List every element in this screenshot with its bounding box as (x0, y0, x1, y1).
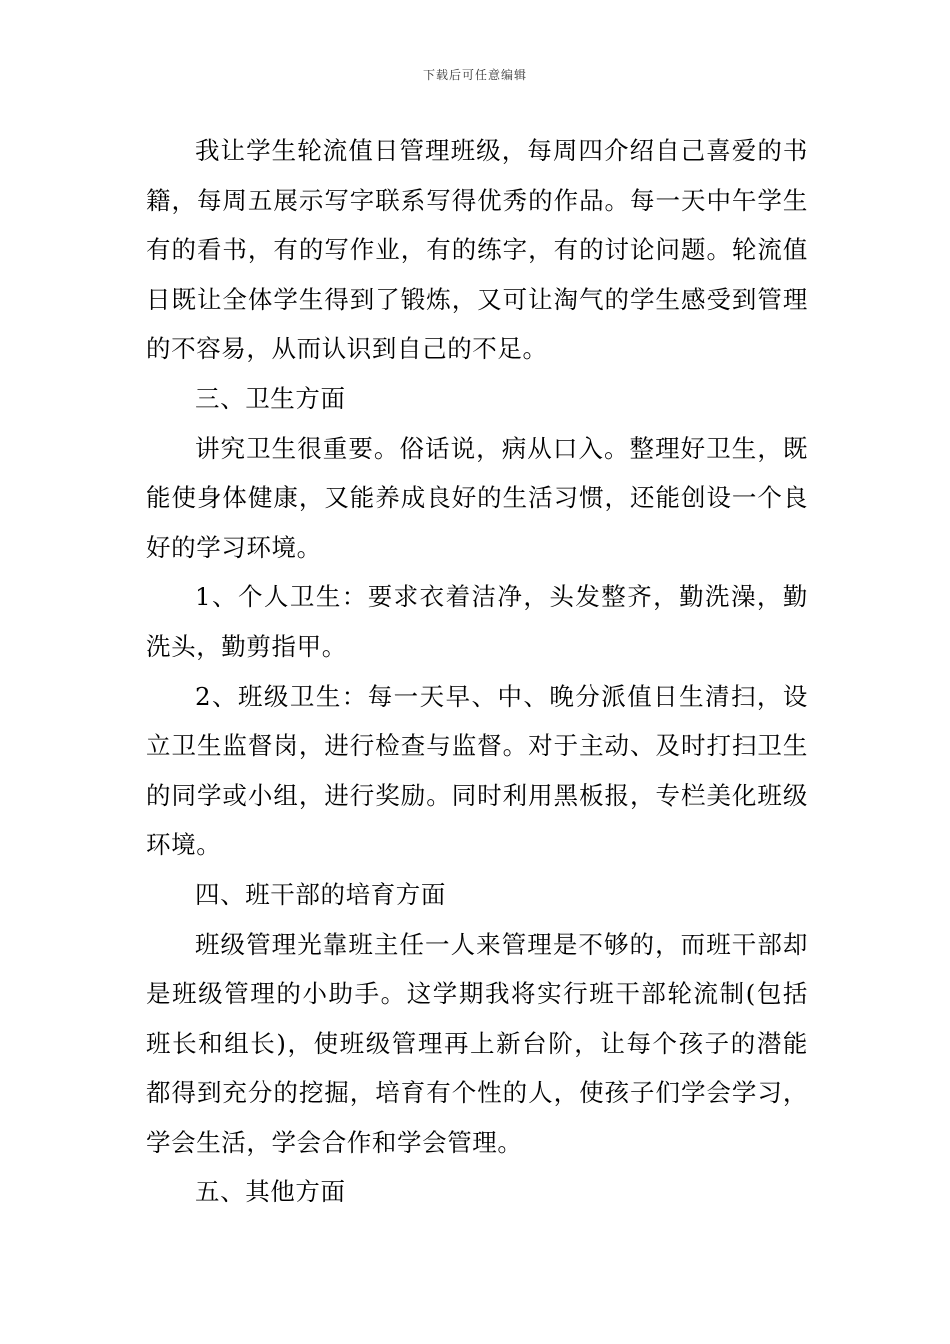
section-heading-hygiene: 三、卫生方面 (195, 383, 346, 413)
paragraph-personal-hygiene: 1、个人卫生：要求衣着洁净，头发整齐，勤洗澡，勤洗头，勤剪指甲。 (146, 582, 808, 661)
section-heading-other: 五、其他方面 (195, 1177, 346, 1207)
paragraph-duty-rotation: 我让学生轮流值日管理班级，每周四介绍自己喜爱的书籍，每周五展示写字联系写得优秀的作品。每一天中午学生有的看书，有的写作业，有的练字，有的讨论问题。轮流值日既让全体学生得到了锻炼，又可让淘气的学生感受到管理的不容易，从而认识到自己的不足。 (146, 136, 808, 364)
paragraph-hygiene-importance: 讲究卫生很重要。俗话说，病从口入。整理好卫生，既能使身体健康，又能养成良好的生活习惯，还能创设一个良好的学习环境。 (146, 433, 808, 562)
paragraph-class-cadres: 班级管理光靠班主任一人来管理是不够的，而班干部却是班级管理的小助手。这学期我将实行班干部轮流制(包括班长和组长)，使班级管理再上新台阶，让每个孩子的潜能都得到充分的挖掘，培育有个性的人，使孩子们学会学习，学会生活，学会合作和学会管理。 (146, 929, 808, 1157)
body-text (146, 126, 808, 1217)
paragraph-class-hygiene: 2、班级卫生：每一天早、中、晚分派值日生清扫，设立卫生监督岗，进行检查与监督。对于主动、及时打扫卫生的同学或小组，进行奖励。同时利用黑板报，专栏美化班级环境。 (146, 681, 808, 860)
section-heading-class-cadres: 四、班干部的培育方面 (195, 879, 446, 909)
header-note: 下载后可任意编辑 (422, 68, 527, 82)
